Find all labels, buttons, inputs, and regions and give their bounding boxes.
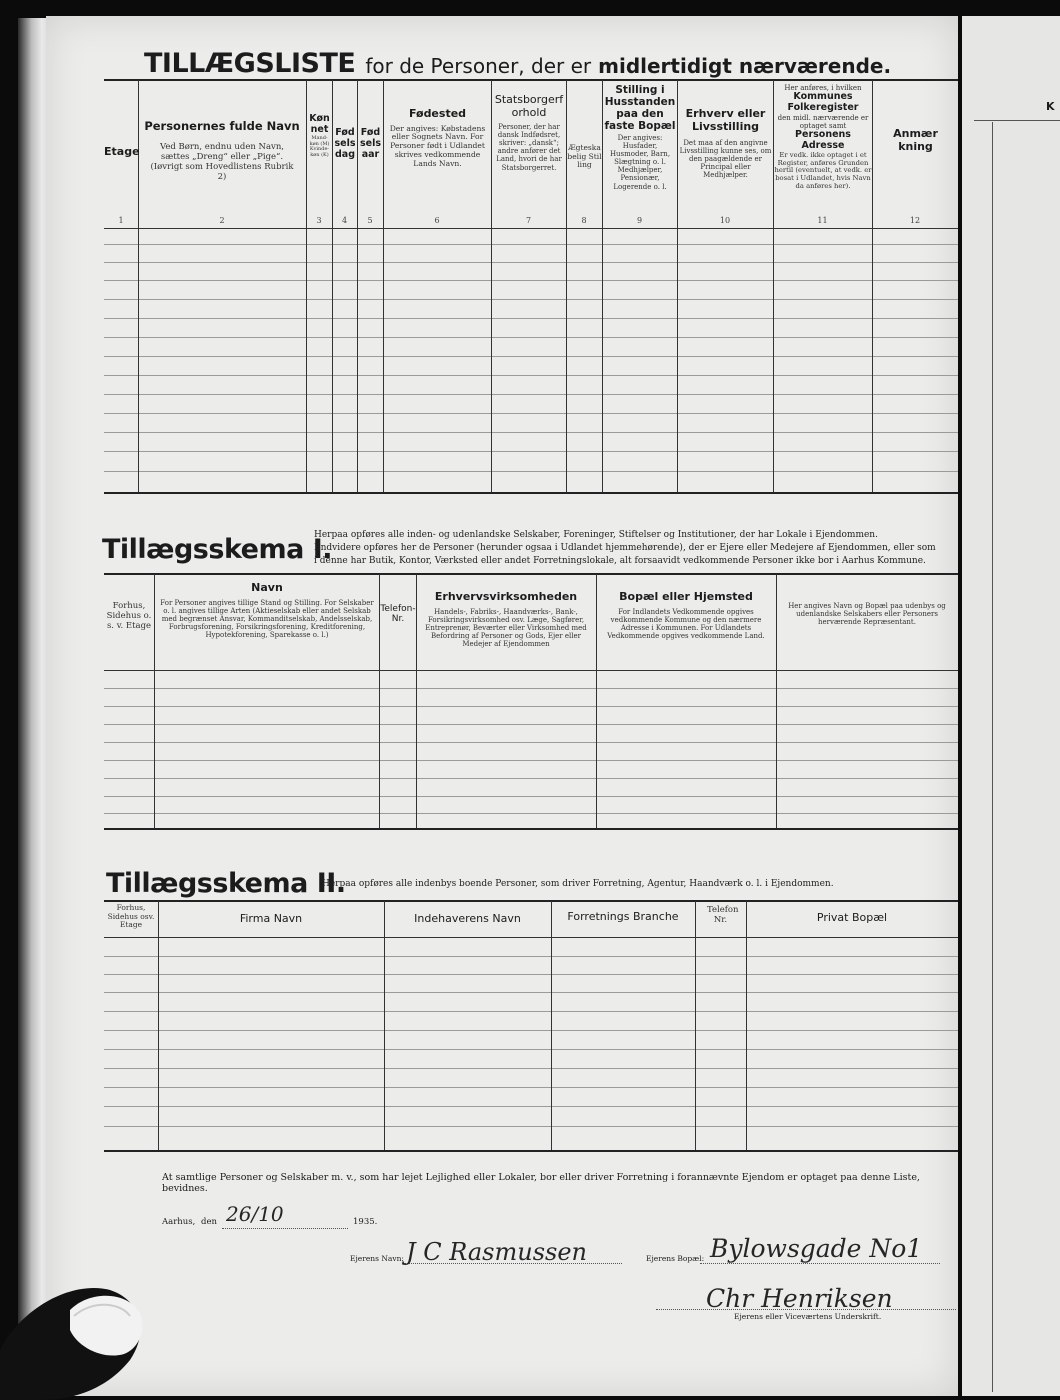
signature-handwritten: Chr Henriksen [706, 1284, 893, 1313]
s1-col-erhverv: Erhvervsvirksomheden Handels-, Fabriks-, Haandværks-, Bank-, Forsikringsvirksomhed osv. Læge, Sagfører, Entreprenør, Beværter eller Virksomhed med Befordring af Personer og Gods, Ejer eller Medejer af Ejendommen [425, 590, 587, 648]
owner-address-label: Ejerens Bopæl: [646, 1254, 705, 1263]
adjacent-page-fragment: K [1046, 100, 1055, 113]
s2-col-indehaver: Indehaverens Navn [414, 912, 521, 925]
col-etage: Etage [104, 145, 140, 158]
year-label: 1935. [353, 1217, 378, 1227]
col-num: 3 [316, 216, 322, 225]
col-anmaerkning: Anmærkning [893, 127, 938, 153]
col-aegteskab: Ægteskabelig Stilling [567, 143, 602, 170]
main-title-normal: for de Personer, der er [365, 54, 592, 78]
s1-col-etage: Forhus, Sidehus o. s. v. Etage [106, 601, 152, 631]
col-num: 7 [525, 216, 532, 225]
s2-col-firma: Firma Navn [239, 912, 303, 925]
s1-col-navn: Navn For Personer angives tillige Stand og Stilling. For Selskaber o. l. angives tillige Arten (Aktieselskab eller andet Selskab med begrænset Ansvar, Kommanditselskab, Andelsselskab, Forbrugsforening, Forsikringsforening, Kreditforening, Hypotekforening, Sparekasse o. l.) [160, 581, 374, 639]
col-navn: Personernes fulde Navn Ved Børn, endnu uden Navn, sættes „Dreng“ eller „Pige“. (Iøvrigt som Hovedlistens Rubrik 2) [144, 119, 300, 182]
col-koennet: Kønnet Mand-køn (M) Kvinde-køn (K) [309, 113, 330, 159]
col-num: 4 [341, 216, 348, 225]
s1-col-repraesentant: Her angives Navn og Bopæl paa udenbys og udenlandske Selskabers eller Personers herværende Repræsentant. [788, 602, 946, 627]
skema2-title: Tillægsskema II. [106, 868, 346, 899]
col-statsborger: Statsborgerforhold Personer, der har dansk Indfødsret, skriver: „dansk“; andre anfører det Land, hvori de har Statsborgerret. [494, 93, 564, 172]
col-num: 2 [219, 216, 225, 225]
col-erhverv: Erhverv eller Livsstilling Det maa af den angivne Livsstilling kunne ses, om den paagældende er Principal eller Medhjælper. [679, 107, 772, 180]
main-title: TILLÆGSLISTE [144, 48, 356, 79]
col-num: 1 [118, 216, 124, 225]
den-label: den [201, 1217, 217, 1227]
col-foedselsaar: Fødselsaar [359, 127, 381, 160]
s2-col-bopael: Privat Bopæl [816, 911, 888, 924]
col-foedested: Fødested Der angives: Købstadens eller Sognets Navn. For Personer født i Udlandet skrives vedkommende Lands Navn. [389, 107, 486, 168]
skema1-title: Tillægsskema I. [102, 534, 333, 565]
col-num: 9 [636, 216, 643, 225]
owner-name-handwritten: J C Rasmussen [406, 1238, 587, 1266]
col-foedselsdag: Fødselsdag [334, 127, 356, 160]
col-num: 10 [719, 216, 731, 225]
col-num: 6 [434, 216, 440, 225]
adjacent-page [962, 16, 1060, 1396]
declaration-text: At samtlige Personer og Selskaber m. v., som har lejet Lejlighed eller Lokaler, bor eller driver Forretning i forannævnte Ejendom er optaget paa denne Liste, bevidnes. [162, 1172, 920, 1194]
document-page [46, 16, 958, 1396]
s1-col-bopael: Bopæl eller Hjemsted For Indlandets Vedkommende opgives vedkommende Kommune og den nærmere Adresse i Kommunen. For Udlandets Vedkommende opgives vedkommende Land. [607, 590, 765, 640]
owner-name-label: Ejerens Navn: [350, 1254, 404, 1263]
owner-address-handwritten: Bylowsgade No1 [710, 1234, 923, 1263]
s1-col-telefon: Telefon-Nr. [380, 604, 416, 625]
s2-col-branche: Forretnings Branche [567, 910, 679, 923]
main-title-bold2: midlertidigt nærværende. [598, 54, 892, 78]
date-handwritten: 26/10 [226, 1202, 284, 1226]
skema2-description: Herpaa opføres alle indenbys boende Personer, som driver Forretning, Agentur, Haandværk o. l. i Ejendommen. [322, 879, 834, 889]
col-stilling: Stilling i Husstanden paa den faste Bopæl Der angives: Husfader, Husmoder, Barn, Slægtning o. l. Medhjælper, Pensionær, Logerende o. l. [604, 84, 676, 191]
col-num: 8 [581, 216, 587, 225]
thumb-holding-page [0, 1270, 150, 1400]
signature-label: Ejerens eller Viceværtens Underskrift. [734, 1312, 882, 1321]
col-num: 11 [817, 216, 828, 225]
skema1-description: Herpaa opføres alle inden- og udenlandske Selskaber, Foreninger, Stiftelser og Institutioner, der har Lokale i Ejendommen. Endvidere opføres her de Personer (herunder ogsaa i Udlandet hjemmehørende), der er Ejere eller Medejere af Ejendommen, eller som i denne har Butik, Kontor, Værksted eller andet Forretningslokale, alt forsaavidt vedkommende Personer ikke bor i Aarhus Kommune. [314, 530, 936, 567]
s2-col-telefon: Telefon Nr. [707, 905, 739, 925]
s2-col-etage: Forhus, Sidehus osv. Etage [107, 903, 155, 930]
place-label: Aarhus, [162, 1217, 196, 1227]
col-num: 12 [909, 216, 921, 225]
col-num: 5 [367, 216, 373, 225]
col-folkeregister: Her anføres, i hvilken Kommunes Folkeregister den midl. nærværende er optaget samt Personens Adresse Er vedk. ikke optaget i et Register, anføres Grunden hertil (eventuelt, at vedk. er bosat i Udlandet, hvis Navn da anføres her). [774, 84, 872, 191]
